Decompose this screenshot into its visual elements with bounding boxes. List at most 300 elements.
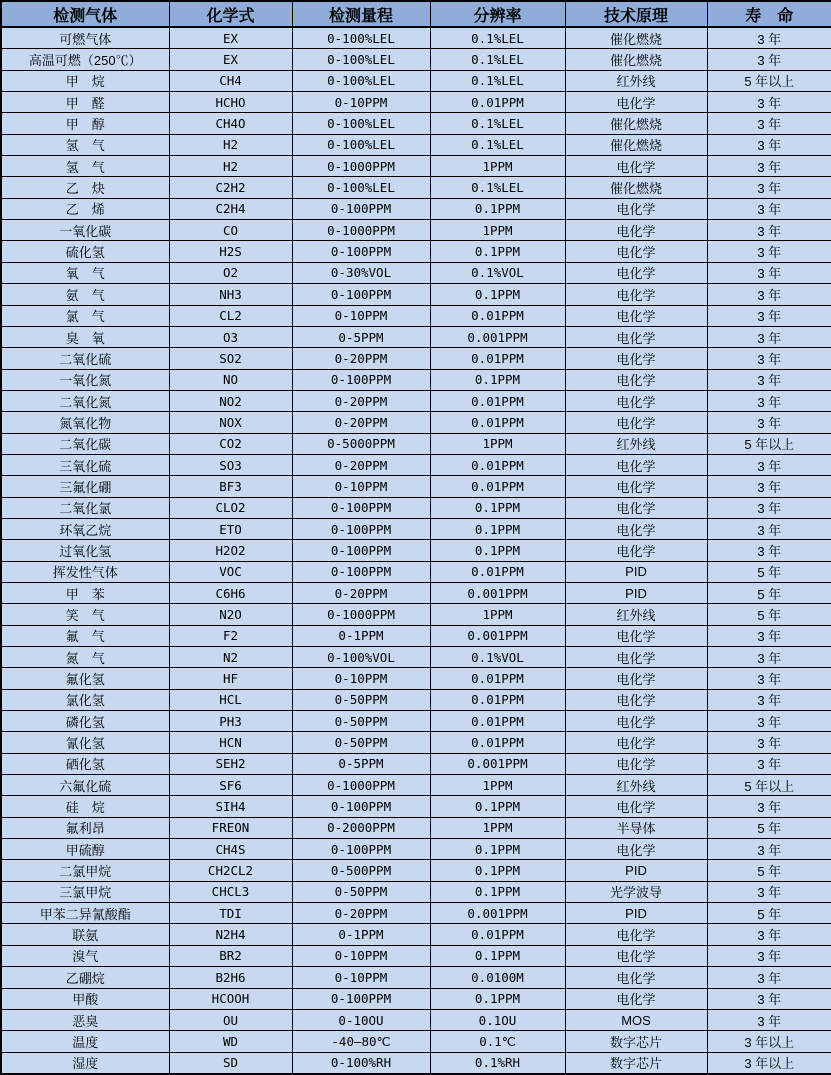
cell-detection-range: 0-100PPM <box>292 540 430 561</box>
cell-resolution: 0.1PPM <box>430 241 565 262</box>
cell-gas-name: 硅 烷 <box>1 796 169 817</box>
cell-tech-principle: 电化学 <box>565 689 707 710</box>
table-row <box>1 817 831 838</box>
header-row <box>1 1 831 27</box>
cell-chemical-formula: C2H2 <box>169 177 292 198</box>
cell-resolution: 0.001PPM <box>430 326 565 347</box>
cell-gas-name: 乙 烯 <box>1 198 169 219</box>
cell-detection-range: 0-20PPM <box>292 903 430 924</box>
table-row <box>1 561 831 582</box>
cell-gas-name: 二氧化氮 <box>1 390 169 411</box>
cell-resolution: 0.1PPM <box>430 988 565 1009</box>
cell-detection-range: 0-5PPM <box>292 753 430 774</box>
cell-resolution: 0.1PPM <box>430 881 565 902</box>
cell-lifespan: 3 年 <box>707 284 831 305</box>
cell-tech-principle: 电化学 <box>565 412 707 433</box>
cell-resolution: 1PPM <box>430 156 565 177</box>
cell-gas-name: 三氟化硼 <box>1 476 169 497</box>
cell-lifespan: 3 年 <box>707 198 831 219</box>
cell-chemical-formula: HCHO <box>169 92 292 113</box>
cell-lifespan: 3 年 <box>707 1009 831 1030</box>
table-row <box>1 27 831 49</box>
cell-lifespan: 3 年 <box>707 753 831 774</box>
cell-detection-range: -40—80℃ <box>292 1031 430 1052</box>
cell-detection-range: 0-100PPM <box>292 518 430 539</box>
cell-lifespan: 3 年 <box>707 92 831 113</box>
cell-detection-range: 0-10PPM <box>292 945 430 966</box>
cell-detection-range: 0-100PPM <box>292 284 430 305</box>
cell-resolution: 0.1PPM <box>430 860 565 881</box>
cell-lifespan: 3 年 <box>707 988 831 1009</box>
cell-detection-range: 0-10PPM <box>292 668 430 689</box>
cell-detection-range: 0-100PPM <box>292 796 430 817</box>
cell-resolution: 0.1%LEL <box>430 27 565 49</box>
cell-tech-principle: 催化燃烧 <box>565 27 707 49</box>
table-row <box>1 668 831 689</box>
cell-tech-principle: 红外线 <box>565 604 707 625</box>
cell-resolution: 0.01PPM <box>430 412 565 433</box>
cell-lifespan: 3 年 <box>707 540 831 561</box>
cell-chemical-formula: H2O2 <box>169 540 292 561</box>
table-row <box>1 860 831 881</box>
table-row <box>1 689 831 710</box>
cell-lifespan: 3 年 <box>707 476 831 497</box>
cell-gas-name: 氟 气 <box>1 625 169 646</box>
cell-tech-principle: 电化学 <box>565 668 707 689</box>
column-header-gas-name: 检测气体 <box>1 1 169 27</box>
cell-resolution: 0.1℃ <box>430 1031 565 1052</box>
cell-gas-name: 硫化氢 <box>1 241 169 262</box>
cell-gas-name: 氧 气 <box>1 262 169 283</box>
cell-resolution: 0.0100M <box>430 967 565 988</box>
cell-resolution: 0.001PPM <box>430 753 565 774</box>
cell-tech-principle: 催化燃烧 <box>565 49 707 70</box>
cell-resolution: 0.1%LEL <box>430 113 565 134</box>
cell-tech-principle: 电化学 <box>565 390 707 411</box>
cell-chemical-formula: CHCL3 <box>169 881 292 902</box>
cell-tech-principle: 电化学 <box>565 945 707 966</box>
column-header-lifespan: 寿 命 <box>707 1 831 27</box>
table-row <box>1 881 831 902</box>
cell-gas-name: 氢 气 <box>1 134 169 155</box>
cell-gas-name: 二氯甲烷 <box>1 860 169 881</box>
cell-chemical-formula: CH4S <box>169 839 292 860</box>
cell-lifespan: 3 年 <box>707 732 831 753</box>
cell-chemical-formula: SF6 <box>169 775 292 796</box>
cell-detection-range: 0-20PPM <box>292 454 430 475</box>
cell-chemical-formula: EX <box>169 49 292 70</box>
table-row <box>1 1031 831 1052</box>
cell-lifespan: 3 年 <box>707 881 831 902</box>
cell-resolution: 0.1%LEL <box>430 134 565 155</box>
cell-chemical-formula: SO2 <box>169 348 292 369</box>
cell-lifespan: 5 年 <box>707 860 831 881</box>
cell-lifespan: 5 年 <box>707 604 831 625</box>
cell-resolution: 1PPM <box>430 775 565 796</box>
cell-tech-principle: 电化学 <box>565 796 707 817</box>
table-row <box>1 775 831 796</box>
cell-detection-range: 0-50PPM <box>292 689 430 710</box>
cell-gas-name: 氮氧化物 <box>1 412 169 433</box>
cell-tech-principle: 数字芯片 <box>565 1052 707 1074</box>
cell-detection-range: 0-1PPM <box>292 924 430 945</box>
cell-chemical-formula: VOC <box>169 561 292 582</box>
cell-gas-name: 溴气 <box>1 945 169 966</box>
cell-resolution: 0.01PPM <box>430 668 565 689</box>
cell-detection-range: 0-10OU <box>292 1009 430 1030</box>
cell-resolution: 0.1PPM <box>430 369 565 390</box>
cell-tech-principle: 电化学 <box>565 753 707 774</box>
cell-chemical-formula: SO3 <box>169 454 292 475</box>
cell-chemical-formula: OU <box>169 1009 292 1030</box>
cell-gas-name: 氰化氢 <box>1 732 169 753</box>
cell-detection-range: 0-1000PPM <box>292 156 430 177</box>
cell-gas-name: 氮 气 <box>1 647 169 668</box>
cell-tech-principle: 电化学 <box>565 241 707 262</box>
cell-resolution: 0.1PPM <box>430 198 565 219</box>
cell-chemical-formula: CLO2 <box>169 497 292 518</box>
cell-lifespan: 3 年以上 <box>707 1052 831 1074</box>
cell-tech-principle: 红外线 <box>565 775 707 796</box>
cell-lifespan: 3 年 <box>707 156 831 177</box>
cell-chemical-formula: N2H4 <box>169 924 292 945</box>
cell-gas-name: 二氧化氯 <box>1 497 169 518</box>
cell-detection-range: 0-10PPM <box>292 967 430 988</box>
cell-lifespan: 3 年 <box>707 49 831 70</box>
cell-detection-range: 0-50PPM <box>292 881 430 902</box>
table-row <box>1 988 831 1009</box>
cell-resolution: 0.01PPM <box>430 390 565 411</box>
cell-resolution: 1PPM <box>430 433 565 454</box>
cell-lifespan: 3 年 <box>707 497 831 518</box>
cell-chemical-formula: PH3 <box>169 711 292 732</box>
cell-gas-name: 挥发性气体 <box>1 561 169 582</box>
cell-tech-principle: 电化学 <box>565 326 707 347</box>
cell-lifespan: 5 年以上 <box>707 70 831 91</box>
cell-gas-name: 一氧化氮 <box>1 369 169 390</box>
cell-lifespan: 3 年 <box>707 134 831 155</box>
cell-lifespan: 3 年 <box>707 241 831 262</box>
cell-detection-range: 0-100%LEL <box>292 49 430 70</box>
cell-gas-name: 甲苯二异氰酸酯 <box>1 903 169 924</box>
cell-gas-name: 甲 醇 <box>1 113 169 134</box>
cell-resolution: 0.01PPM <box>430 305 565 326</box>
cell-chemical-formula: EX <box>169 27 292 49</box>
cell-gas-name: 环氧乙烷 <box>1 518 169 539</box>
cell-chemical-formula: C2H4 <box>169 198 292 219</box>
cell-chemical-formula: FREON <box>169 817 292 838</box>
cell-chemical-formula: HCOOH <box>169 988 292 1009</box>
table-row <box>1 711 831 732</box>
cell-chemical-formula: WD <box>169 1031 292 1052</box>
cell-detection-range: 0-1000PPM <box>292 775 430 796</box>
cell-detection-range: 0-100%VOL <box>292 647 430 668</box>
cell-detection-range: 0-100%RH <box>292 1052 430 1074</box>
cell-detection-range: 0-50PPM <box>292 711 430 732</box>
cell-gas-name: 二氧化碳 <box>1 433 169 454</box>
table-body <box>1 27 831 1074</box>
cell-resolution: 0.1%RH <box>430 1052 565 1074</box>
cell-lifespan: 5 年以上 <box>707 433 831 454</box>
table-row <box>1 647 831 668</box>
cell-detection-range: 0-100PPM <box>292 198 430 219</box>
cell-detection-range: 0-100%LEL <box>292 134 430 155</box>
cell-lifespan: 3 年 <box>707 220 831 241</box>
cell-tech-principle: 光学波导 <box>565 881 707 902</box>
cell-gas-name: 臭 氧 <box>1 326 169 347</box>
cell-chemical-formula: O2 <box>169 262 292 283</box>
cell-detection-range: 0-100PPM <box>292 369 430 390</box>
cell-tech-principle: 半导体 <box>565 817 707 838</box>
table-row <box>1 284 831 305</box>
cell-chemical-formula: HCN <box>169 732 292 753</box>
cell-lifespan: 3 年 <box>707 454 831 475</box>
cell-resolution: 0.1%LEL <box>430 49 565 70</box>
cell-gas-name: 甲硫醇 <box>1 839 169 860</box>
cell-tech-principle: PID <box>565 903 707 924</box>
cell-gas-name: 氢 气 <box>1 156 169 177</box>
cell-chemical-formula: O3 <box>169 326 292 347</box>
cell-gas-name: 甲酸 <box>1 988 169 1009</box>
cell-gas-name: 可燃气体 <box>1 27 169 49</box>
cell-gas-name: 二氧化硫 <box>1 348 169 369</box>
cell-detection-range: 0-5000PPM <box>292 433 430 454</box>
table-row <box>1 839 831 860</box>
table-row <box>1 92 831 113</box>
cell-tech-principle: 电化学 <box>565 348 707 369</box>
cell-resolution: 0.1%VOL <box>430 262 565 283</box>
table-row <box>1 625 831 646</box>
cell-chemical-formula: NH3 <box>169 284 292 305</box>
cell-resolution: 0.01PPM <box>430 711 565 732</box>
cell-detection-range: 0-1000PPM <box>292 604 430 625</box>
cell-resolution: 0.1PPM <box>430 518 565 539</box>
cell-tech-principle: PID <box>565 582 707 603</box>
cell-detection-range: 0-100PPM <box>292 497 430 518</box>
cell-gas-name: 一氧化碳 <box>1 220 169 241</box>
cell-lifespan: 3 年 <box>707 412 831 433</box>
cell-lifespan: 3 年 <box>707 305 831 326</box>
cell-gas-name: 联氨 <box>1 924 169 945</box>
cell-lifespan: 3 年 <box>707 668 831 689</box>
table-row <box>1 198 831 219</box>
cell-lifespan: 3 年 <box>707 390 831 411</box>
cell-gas-name: 高温可燃（250℃） <box>1 49 169 70</box>
cell-lifespan: 3 年 <box>707 326 831 347</box>
table-row <box>1 348 831 369</box>
cell-tech-principle: 电化学 <box>565 967 707 988</box>
table-row <box>1 220 831 241</box>
cell-resolution: 0.1%LEL <box>430 177 565 198</box>
cell-detection-range: 0-10PPM <box>292 476 430 497</box>
cell-lifespan: 3 年 <box>707 711 831 732</box>
cell-chemical-formula: CO2 <box>169 433 292 454</box>
column-header-resolution: 分辨率 <box>430 1 565 27</box>
table-row <box>1 113 831 134</box>
cell-chemical-formula: F2 <box>169 625 292 646</box>
cell-detection-range: 0-5PPM <box>292 326 430 347</box>
cell-chemical-formula: BR2 <box>169 945 292 966</box>
cell-tech-principle: 电化学 <box>565 262 707 283</box>
cell-resolution: 0.01PPM <box>430 732 565 753</box>
cell-lifespan: 3 年 <box>707 796 831 817</box>
cell-chemical-formula: CL2 <box>169 305 292 326</box>
cell-detection-range: 0-1PPM <box>292 625 430 646</box>
cell-tech-principle: PID <box>565 860 707 881</box>
table-row <box>1 390 831 411</box>
table-row <box>1 49 831 70</box>
cell-detection-range: 0-500PPM <box>292 860 430 881</box>
cell-resolution: 0.1OU <box>430 1009 565 1030</box>
table-row <box>1 945 831 966</box>
table-row <box>1 967 831 988</box>
cell-gas-name: 温度 <box>1 1031 169 1052</box>
cell-chemical-formula: C6H6 <box>169 582 292 603</box>
table-row <box>1 262 831 283</box>
cell-detection-range: 0-100%LEL <box>292 113 430 134</box>
cell-gas-name: 甲 烷 <box>1 70 169 91</box>
cell-gas-name: 三氧化硫 <box>1 454 169 475</box>
cell-tech-principle: 电化学 <box>565 625 707 646</box>
cell-resolution: 0.1PPM <box>430 540 565 561</box>
cell-resolution: 0.01PPM <box>430 561 565 582</box>
cell-tech-principle: 电化学 <box>565 198 707 219</box>
cell-tech-principle: 电化学 <box>565 92 707 113</box>
table-row <box>1 454 831 475</box>
table-row <box>1 540 831 561</box>
cell-lifespan: 3 年 <box>707 625 831 646</box>
cell-tech-principle: 数字芯片 <box>565 1031 707 1052</box>
cell-lifespan: 3 年 <box>707 839 831 860</box>
cell-detection-range: 0-20PPM <box>292 390 430 411</box>
table-row <box>1 241 831 262</box>
cell-chemical-formula: CH4 <box>169 70 292 91</box>
cell-resolution: 0.001PPM <box>430 903 565 924</box>
cell-tech-principle: 电化学 <box>565 305 707 326</box>
cell-resolution: 0.01PPM <box>430 92 565 113</box>
cell-chemical-formula: NO <box>169 369 292 390</box>
cell-detection-range: 0-30%VOL <box>292 262 430 283</box>
table-row <box>1 433 831 454</box>
table-row <box>1 134 831 155</box>
cell-chemical-formula: TDI <box>169 903 292 924</box>
cell-lifespan: 3 年 <box>707 967 831 988</box>
cell-resolution: 0.1%VOL <box>430 647 565 668</box>
cell-lifespan: 3 年 <box>707 647 831 668</box>
cell-resolution: 1PPM <box>430 817 565 838</box>
cell-gas-name: 硒化氢 <box>1 753 169 774</box>
cell-tech-principle: MOS <box>565 1009 707 1030</box>
cell-detection-range: 0-10PPM <box>292 305 430 326</box>
cell-lifespan: 3 年 <box>707 945 831 966</box>
table-row <box>1 903 831 924</box>
column-header-tech-principle: 技术原理 <box>565 1 707 27</box>
cell-resolution: 0.01PPM <box>430 476 565 497</box>
cell-tech-principle: 电化学 <box>565 839 707 860</box>
cell-lifespan: 3 年 <box>707 924 831 945</box>
table-row <box>1 796 831 817</box>
table-row <box>1 753 831 774</box>
cell-gas-name: 甲 醛 <box>1 92 169 113</box>
cell-lifespan: 3 年 <box>707 369 831 390</box>
cell-tech-principle: 电化学 <box>565 924 707 945</box>
cell-detection-range: 0-2000PPM <box>292 817 430 838</box>
cell-tech-principle: 催化燃烧 <box>565 113 707 134</box>
cell-gas-name: 氟化氢 <box>1 668 169 689</box>
cell-detection-range: 0-100%LEL <box>292 27 430 49</box>
cell-chemical-formula: B2H6 <box>169 967 292 988</box>
cell-detection-range: 0-100PPM <box>292 561 430 582</box>
cell-lifespan: 3 年 <box>707 348 831 369</box>
cell-lifespan: 5 年 <box>707 903 831 924</box>
cell-resolution: 0.1PPM <box>430 945 565 966</box>
table-row <box>1 924 831 945</box>
cell-detection-range: 0-20PPM <box>292 412 430 433</box>
cell-detection-range: 0-50PPM <box>292 732 430 753</box>
cell-detection-range: 0-1000PPM <box>292 220 430 241</box>
table-row <box>1 305 831 326</box>
cell-resolution: 0.01PPM <box>430 454 565 475</box>
cell-resolution: 0.01PPM <box>430 348 565 369</box>
cell-tech-principle: 催化燃烧 <box>565 134 707 155</box>
table-row <box>1 497 831 518</box>
cell-gas-name: 六氟化硫 <box>1 775 169 796</box>
table-row <box>1 369 831 390</box>
cell-tech-principle: 电化学 <box>565 497 707 518</box>
cell-gas-name: 乙硼烷 <box>1 967 169 988</box>
table-row <box>1 518 831 539</box>
cell-lifespan: 3 年 <box>707 262 831 283</box>
cell-lifespan: 5 年以上 <box>707 775 831 796</box>
cell-gas-name: 笑 气 <box>1 604 169 625</box>
cell-detection-range: 0-100PPM <box>292 241 430 262</box>
cell-chemical-formula: H2 <box>169 134 292 155</box>
cell-lifespan: 3 年 <box>707 27 831 49</box>
cell-chemical-formula: H2S <box>169 241 292 262</box>
cell-gas-name: 湿度 <box>1 1052 169 1074</box>
cell-lifespan: 5 年 <box>707 582 831 603</box>
cell-chemical-formula: SEH2 <box>169 753 292 774</box>
cell-lifespan: 3 年 <box>707 518 831 539</box>
cell-chemical-formula: ETO <box>169 518 292 539</box>
cell-chemical-formula: CH4O <box>169 113 292 134</box>
cell-chemical-formula: CO <box>169 220 292 241</box>
cell-tech-principle: 电化学 <box>565 988 707 1009</box>
cell-tech-principle: 红外线 <box>565 433 707 454</box>
table-row <box>1 476 831 497</box>
cell-lifespan: 3 年 <box>707 113 831 134</box>
cell-chemical-formula: HF <box>169 668 292 689</box>
cell-gas-name: 氯化氢 <box>1 689 169 710</box>
cell-gas-name: 甲 苯 <box>1 582 169 603</box>
table-row <box>1 70 831 91</box>
cell-tech-principle: 红外线 <box>565 70 707 91</box>
cell-tech-principle: 电化学 <box>565 732 707 753</box>
cell-detection-range: 0-100PPM <box>292 839 430 860</box>
cell-lifespan: 3 年以上 <box>707 1031 831 1052</box>
cell-chemical-formula: SD <box>169 1052 292 1074</box>
table-header <box>1 1 831 27</box>
cell-resolution: 0.1PPM <box>430 284 565 305</box>
cell-gas-name: 氟利昂 <box>1 817 169 838</box>
table-row <box>1 412 831 433</box>
cell-gas-name: 乙 炔 <box>1 177 169 198</box>
table-row <box>1 604 831 625</box>
cell-resolution: 0.01PPM <box>430 924 565 945</box>
cell-chemical-formula: N2O <box>169 604 292 625</box>
table-row <box>1 177 831 198</box>
cell-gas-name: 过氧化氢 <box>1 540 169 561</box>
